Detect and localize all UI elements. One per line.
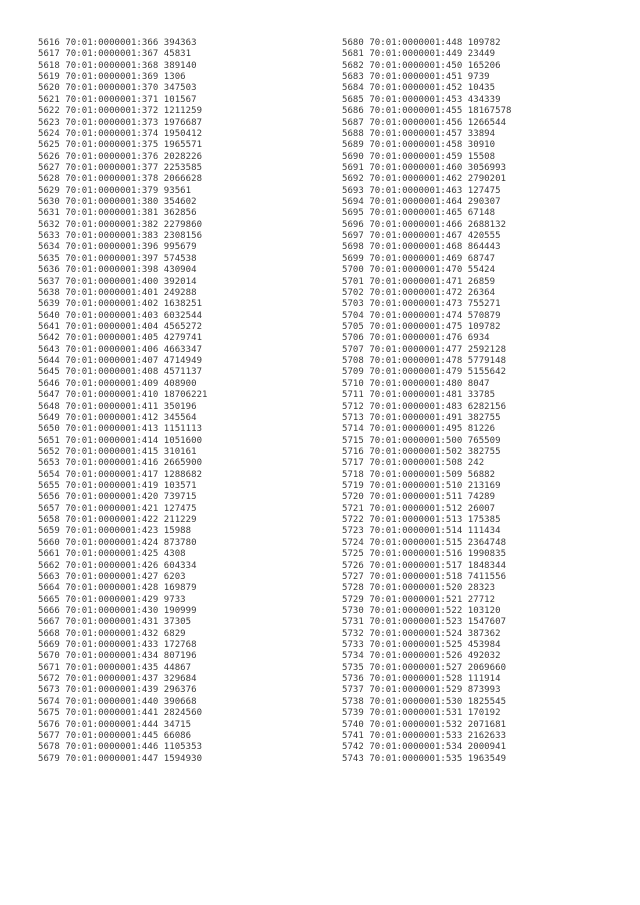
list-item: 5672 70:01:0000001:437 329684 — [38, 674, 197, 685]
list-item: 5733 70:01:0000001:525 453984 — [342, 640, 501, 651]
list-item: 5655 70:01:0000001:419 103571 — [38, 481, 197, 492]
list-item: 5690 70:01:0000001:459 15508 — [342, 151, 496, 162]
list-item: 5681 70:01:0000001:449 23449 — [342, 49, 496, 60]
list-item: 5671 70:01:0000001:435 44867 — [38, 662, 192, 673]
list-item: 5725 70:01:0000001:516 1990835 — [342, 549, 507, 560]
list-item: 5627 70:01:0000001:377 2253585 — [38, 162, 203, 173]
list-item: 5737 70:01:0000001:529 873993 — [342, 685, 501, 696]
list-item: 5698 70:01:0000001:468 864443 — [342, 242, 501, 253]
list-item: 5683 70:01:0000001:451 9739 — [342, 72, 490, 83]
list-item: 5693 70:01:0000001:463 127475 — [342, 185, 501, 196]
list-item: 5662 70:01:0000001:426 604334 — [38, 560, 197, 571]
list-item: 5678 70:01:0000001:446 1105353 — [38, 742, 203, 753]
list-item: 5658 70:01:0000001:422 211229 — [38, 515, 197, 526]
list-item: 5643 70:01:0000001:406 4663347 — [38, 344, 203, 355]
list-item: 5619 70:01:0000001:369 1306 — [38, 72, 186, 83]
list-item: 5739 70:01:0000001:531 170192 — [342, 708, 501, 719]
list-item: 5723 70:01:0000001:514 111434 — [342, 526, 501, 537]
list-item: 5709 70:01:0000001:479 5155642 — [342, 367, 507, 378]
list-item: 5735 70:01:0000001:527 2069660 — [342, 662, 507, 673]
list-item: 5635 70:01:0000001:397 574538 — [38, 253, 197, 264]
list-item: 5732 70:01:0000001:524 387362 — [342, 628, 501, 639]
list-item: 5659 70:01:0000001:423 15988 — [38, 526, 192, 537]
list-item: 5650 70:01:0000001:413 1151113 — [38, 424, 203, 435]
list-item: 5656 70:01:0000001:420 739715 — [38, 492, 197, 503]
list-item: 5644 70:01:0000001:407 4714949 — [38, 356, 203, 367]
list-item: 5636 70:01:0000001:398 430904 — [38, 265, 197, 276]
list-item: 5694 70:01:0000001:464 290307 — [342, 197, 501, 208]
list-item: 5663 70:01:0000001:427 6203 — [38, 571, 186, 582]
list-item: 5718 70:01:0000001:509 56882 — [342, 469, 496, 480]
list-item: 5720 70:01:0000001:511 74289 — [342, 492, 496, 503]
list-item: 5704 70:01:0000001:474 570879 — [342, 310, 501, 321]
list-item: 5618 70:01:0000001:368 389140 — [38, 60, 197, 71]
list-item: 5715 70:01:0000001:500 765509 — [342, 435, 501, 446]
list-item: 5623 70:01:0000001:373 1976687 — [38, 117, 203, 128]
list-item: 5631 70:01:0000001:381 362856 — [38, 208, 197, 219]
list-item: 5628 70:01:0000001:378 2066628 — [38, 174, 203, 185]
list-item: 5685 70:01:0000001:453 434339 — [342, 94, 501, 105]
list-item: 5674 70:01:0000001:440 390668 — [38, 696, 197, 707]
list-item: 5708 70:01:0000001:478 5779148 — [342, 356, 507, 367]
list-item: 5726 70:01:0000001:517 1848344 — [342, 560, 507, 571]
list-item: 5654 70:01:0000001:417 1288682 — [38, 469, 203, 480]
list-item: 5639 70:01:0000001:402 1638251 — [38, 299, 203, 310]
list-item: 5696 70:01:0000001:466 2688132 — [342, 219, 507, 230]
list-item: 5700 70:01:0000001:470 55424 — [342, 265, 496, 276]
list-item: 5687 70:01:0000001:456 1266544 — [342, 117, 507, 128]
list-item: 5711 70:01:0000001:481 33785 — [342, 390, 496, 401]
list-item: 5622 70:01:0000001:372 1211259 — [38, 106, 203, 117]
list-item: 5648 70:01:0000001:411 350196 — [38, 401, 197, 412]
list-item: 5624 70:01:0000001:374 1950412 — [38, 128, 203, 139]
list-item: 5632 70:01:0000001:382 2279860 — [38, 219, 203, 230]
list-item: 5734 70:01:0000001:526 492032 — [342, 651, 501, 662]
list-item: 5682 70:01:0000001:450 165206 — [342, 60, 501, 71]
list-item: 5713 70:01:0000001:491 382755 — [342, 412, 501, 423]
list-item: 5728 70:01:0000001:520 28323 — [342, 583, 496, 594]
list-item: 5638 70:01:0000001:401 249288 — [38, 287, 197, 298]
list-item: 5706 70:01:0000001:476 6934 — [342, 333, 490, 344]
list-item: 5721 70:01:0000001:512 26007 — [342, 503, 496, 514]
list-item: 5666 70:01:0000001:430 190999 — [38, 605, 197, 616]
list-item: 5741 70:01:0000001:533 2162633 — [342, 730, 507, 741]
list-item: 5712 70:01:0000001:483 6282156 — [342, 401, 507, 412]
list-item: 5645 70:01:0000001:408 4571137 — [38, 367, 203, 378]
list-item: 5689 70:01:0000001:458 30910 — [342, 140, 496, 151]
list-item: 5669 70:01:0000001:433 172768 — [38, 640, 197, 651]
list-item: 5616 70:01:0000001:366 394363 — [38, 38, 197, 48]
list-item: 5701 70:01:0000001:471 26859 — [342, 276, 496, 287]
list-item: 5647 70:01:0000001:410 18706221 — [38, 390, 208, 401]
list-item: 5653 70:01:0000001:416 2665900 — [38, 458, 203, 469]
list-item: 5652 70:01:0000001:415 310161 — [38, 446, 197, 457]
list-item: 5649 70:01:0000001:412 345564 — [38, 412, 197, 423]
list-item: 5697 70:01:0000001:467 420555 — [342, 231, 501, 242]
list-item: 5731 70:01:0000001:523 1547607 — [342, 617, 507, 628]
list-item: 5680 70:01:0000001:448 109782 — [342, 38, 501, 48]
list-item: 5626 70:01:0000001:376 2028226 — [38, 151, 203, 162]
list-item: 5642 70:01:0000001:405 4279741 — [38, 333, 203, 344]
list-item: 5738 70:01:0000001:530 1825545 — [342, 696, 507, 707]
list-item: 5668 70:01:0000001:432 6829 — [38, 628, 186, 639]
list-item: 5717 70:01:0000001:508 242 — [342, 458, 485, 469]
list-item: 5675 70:01:0000001:441 2824560 — [38, 708, 203, 719]
list-item: 5688 70:01:0000001:457 33894 — [342, 128, 496, 139]
list-item: 5714 70:01:0000001:495 81226 — [342, 424, 496, 435]
list-item: 5633 70:01:0000001:383 2308156 — [38, 231, 203, 242]
list-item: 5686 70:01:0000001:455 18167578 — [342, 106, 512, 117]
list-item: 5660 70:01:0000001:424 873780 — [38, 537, 197, 548]
list-item: 5730 70:01:0000001:522 103120 — [342, 605, 501, 616]
list-item: 5646 70:01:0000001:409 408900 — [38, 378, 197, 389]
list-item: 5657 70:01:0000001:421 127475 — [38, 503, 197, 514]
list-item: 5679 70:01:0000001:447 1594930 — [38, 753, 203, 764]
left-column — [38, 38, 338, 765]
list-item: 5651 70:01:0000001:414 1051600 — [38, 435, 203, 446]
list-item: 5705 70:01:0000001:475 109782 — [342, 321, 501, 332]
list-item: 5729 70:01:0000001:521 27712 — [342, 594, 496, 605]
list-item: 5722 70:01:0000001:513 175385 — [342, 515, 501, 526]
list-item: 5640 70:01:0000001:403 6032544 — [38, 310, 203, 321]
list-item: 5684 70:01:0000001:452 10435 — [342, 83, 496, 94]
list-item: 5692 70:01:0000001:462 2790201 — [342, 174, 507, 185]
list-item: 5719 70:01:0000001:510 213169 — [342, 481, 501, 492]
list-item: 5699 70:01:0000001:469 68747 — [342, 253, 496, 264]
list-item: 5617 70:01:0000001:367 45831 — [38, 49, 192, 60]
list-item: 5703 70:01:0000001:473 755271 — [342, 299, 501, 310]
list-item: 5676 70:01:0000001:444 34715 — [38, 719, 192, 730]
right-column — [342, 38, 640, 765]
list-item: 5740 70:01:0000001:532 2071681 — [342, 719, 507, 730]
list-item: 5743 70:01:0000001:535 1963549 — [342, 753, 507, 764]
list-item: 5630 70:01:0000001:380 354602 — [38, 197, 197, 208]
list-item: 5629 70:01:0000001:379 93561 — [38, 185, 192, 196]
list-item: 5707 70:01:0000001:477 2592128 — [342, 344, 507, 355]
list-item: 5724 70:01:0000001:515 2364748 — [342, 537, 507, 548]
list-item: 5702 70:01:0000001:472 26364 — [342, 287, 496, 298]
list-item: 5661 70:01:0000001:425 4308 — [38, 549, 186, 560]
list-item: 5716 70:01:0000001:502 382755 — [342, 446, 501, 457]
list-item: 5664 70:01:0000001:428 169879 — [38, 583, 197, 594]
list-item: 5670 70:01:0000001:434 807196 — [38, 651, 197, 662]
list-item: 5695 70:01:0000001:465 67148 — [342, 208, 496, 219]
list-item: 5727 70:01:0000001:518 7411556 — [342, 571, 507, 582]
list-item: 5637 70:01:0000001:400 392014 — [38, 276, 197, 287]
list-item: 5621 70:01:0000001:371 101567 — [38, 94, 197, 105]
list-item: 5677 70:01:0000001:445 66086 — [38, 730, 192, 741]
list-item: 5710 70:01:0000001:480 8047 — [342, 378, 490, 389]
list-item: 5634 70:01:0000001:396 995679 — [38, 242, 197, 253]
list-item: 5667 70:01:0000001:431 37305 — [38, 617, 192, 628]
list-item: 5691 70:01:0000001:460 3056993 — [342, 162, 507, 173]
list-item: 5742 70:01:0000001:534 2000941 — [342, 742, 507, 753]
list-item: 5665 70:01:0000001:429 9733 — [38, 594, 186, 605]
list-item: 5736 70:01:0000001:528 111914 — [342, 674, 501, 685]
list-item: 5673 70:01:0000001:439 296376 — [38, 685, 197, 696]
list-item: 5620 70:01:0000001:370 347503 — [38, 83, 197, 94]
list-item: 5625 70:01:0000001:375 1965571 — [38, 140, 203, 151]
list-item: 5641 70:01:0000001:404 4565272 — [38, 321, 203, 332]
